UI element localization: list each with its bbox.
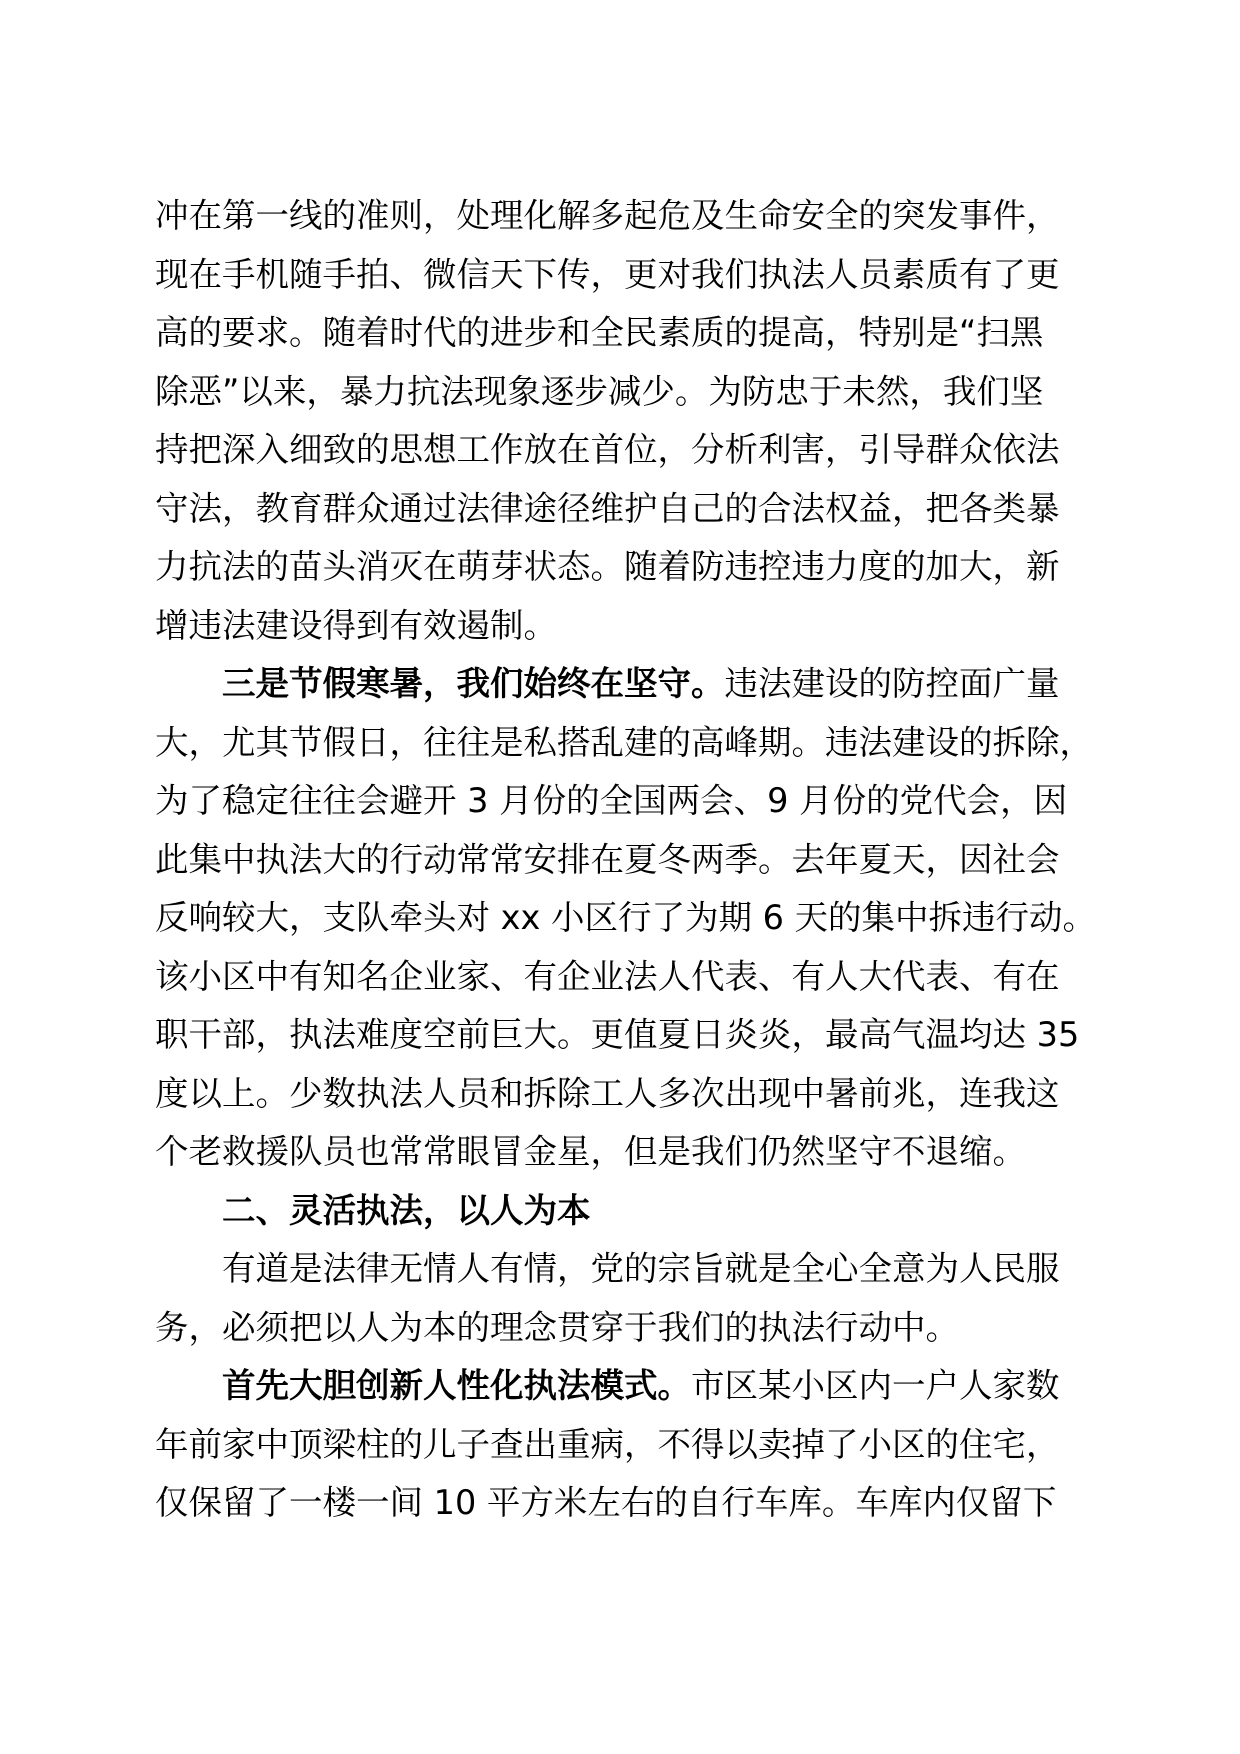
bold-run-heading: 三是节假寒暑，我们始终在坚守。 [222,664,725,703]
text-line [155,1416,1095,1475]
text-line [155,597,1095,656]
text-span: 个老救援队员也常常眼冒金星，但是我们仍然坚守不退缩。 [155,1132,1026,1171]
section-heading-text: 二、灵活执法，以人为本 [222,1190,591,1230]
text-line [155,1006,1095,1065]
text-line [155,363,1095,422]
text-span: 务，必须把以人为本的理念贯穿于我们的执法行动中。 [155,1307,959,1347]
text-line [155,1065,1095,1124]
document-body [155,187,1095,1533]
bold-run-heading: 首先大胆创新人性化执法模式。 [222,1366,691,1405]
text-span: 守法，教育群众通过法律途径维护自己的合法权益，把各类暴 [155,488,1060,528]
text-line [155,480,1095,539]
text-span: 有道是法律无情人有情，党的宗旨就是全心全意为人民服 [222,1249,1060,1288]
text-span: 除恶”以来，暴力抗法现象逐步减少。为防忠于未然，我们坚 [155,371,1044,411]
text-span: 此集中执法大的行动常常安排在夏冬两季。去年夏天，因社会 [155,839,1060,879]
paragraph-first-line [155,1240,1095,1299]
text-span: 仅保留了一楼一间 10 平方米左右的自行车库。车库内仅留下 [155,1483,1057,1522]
text-span: 职干部，执法难度空前巨大。更值夏日炎炎，最高气温均达 35 [155,1015,1080,1054]
text-span: 市区某小区内一户人家数 [691,1366,1060,1405]
text-line [155,714,1095,773]
text-span: 大，尤其节假日，往往是私搭乱建的高峰期。违法建设的拆除， [155,722,1093,762]
text-line [155,948,1095,1007]
text-span: 为了稳定往往会避开 3 月份的全国两会、9 月份的党代会，因 [155,781,1068,820]
text-span: 持把深入细致的思想工作放在首位，分析利害，引导群众依法 [155,430,1060,469]
text-line [155,831,1095,890]
paragraph-line-with-heading [155,1357,1095,1416]
text-line [155,304,1095,363]
text-span: 力抗法的苗头消灭在萌芽状态。随着防违控违力度的加大，新 [155,547,1060,586]
paragraph-line-with-heading [155,655,1095,714]
text-line [155,1299,1095,1358]
text-span: 增违法建设得到有效遏制。 [155,605,557,645]
text-line [155,772,1095,831]
text-span: 现在手机随手拍、微信天下传，更对我们执法人员素质有了更 [155,254,1060,294]
text-line [155,889,1095,948]
text-span: 度以上。少数执法人员和拆除工人多次出现中暑前兆，连我这 [155,1073,1060,1113]
text-span: 违法建设的防控面广量 [724,664,1060,703]
text-span: 该小区中有知名企业家、有企业法人代表、有人大代表、有在 [155,956,1060,996]
text-span: 反响较大，支队牵头对 xx 小区行了为期 6 天的集中拆违行动。 [155,898,1097,937]
text-line [155,187,1095,246]
text-span: 年前家中顶梁柱的儿子查出重病，不得以卖掉了小区的住宅， [155,1424,1060,1464]
text-span: 高的要求。随着时代的进步和全民素质的提高，特别是“扫黑 [155,313,1044,352]
text-line [155,1474,1095,1533]
text-line [155,1123,1095,1182]
text-line [155,246,1095,305]
text-span: 冲在第一线的准则，处理化解多起危及生命安全的突发事件， [155,196,1060,235]
section-heading [155,1182,1095,1241]
text-line [155,421,1095,480]
text-line [155,538,1095,597]
